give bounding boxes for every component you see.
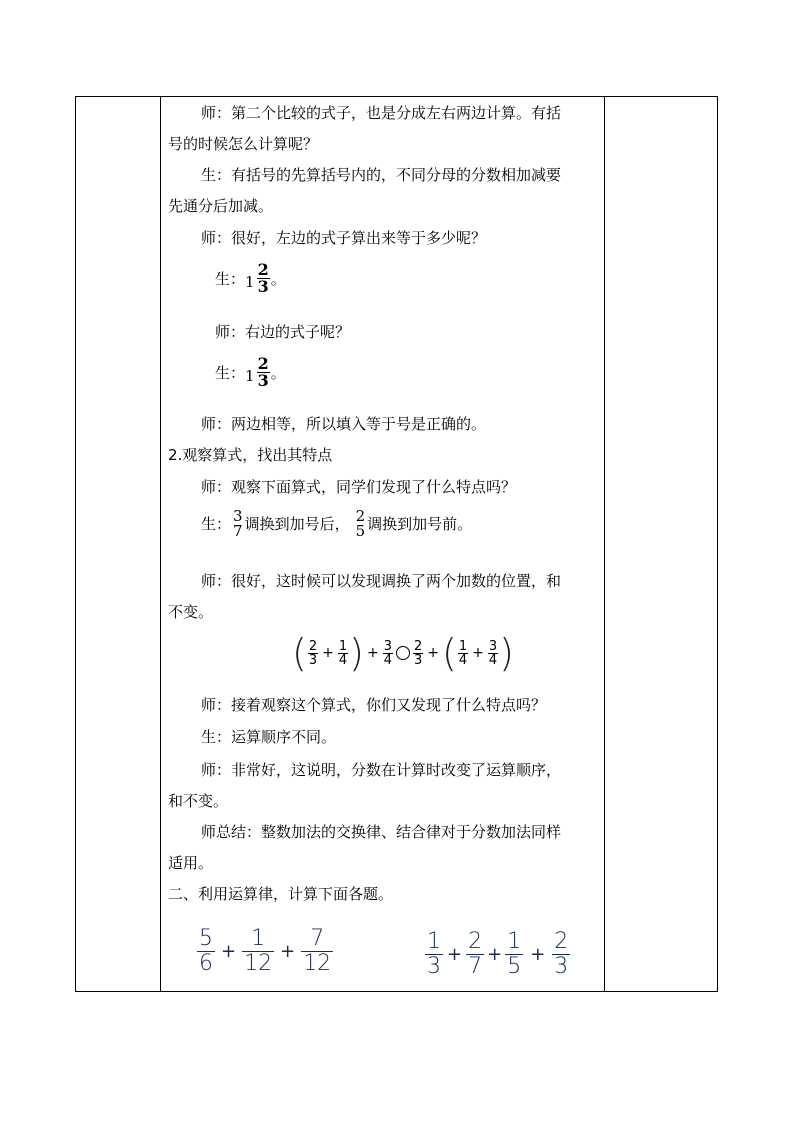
fraction-denominator: 3 — [308, 652, 318, 668]
fraction-numerator: 5 — [199, 926, 213, 951]
fraction — [232, 509, 244, 539]
fraction-numerator: 2 — [257, 260, 269, 279]
mixed-number — [245, 262, 271, 295]
period: 。 — [270, 270, 286, 288]
swap-observation — [201, 509, 472, 539]
fraction — [257, 262, 270, 295]
plus-sign: + — [280, 941, 296, 962]
fraction — [505, 930, 523, 979]
right-paren: ) — [349, 631, 364, 675]
fraction — [383, 640, 393, 667]
fraction-numerator: 7 — [310, 926, 325, 951]
paragraph-line: 师：右边的式子呢？ — [215, 323, 351, 341]
table-divider-1 — [160, 96, 161, 992]
fraction-numerator: 2 — [554, 929, 569, 954]
fraction-numerator: 2 — [308, 638, 318, 654]
fraction-numerator: 1 — [338, 638, 348, 654]
plus-sign: + — [487, 944, 503, 965]
table-border-top — [75, 96, 718, 97]
speaker-label: 生： — [215, 270, 246, 288]
answer-left — [215, 262, 286, 295]
left-paren: ( — [441, 631, 457, 675]
fraction-denominator: 4 — [458, 652, 468, 668]
fraction-denominator: 7 — [233, 522, 243, 540]
swap-text-1: 调换到加号后， — [244, 515, 350, 533]
plus-sign: + — [530, 944, 546, 965]
plus-sign: + — [447, 944, 463, 965]
exercise-2 — [424, 930, 571, 979]
fraction-denominator: 5 — [355, 522, 366, 540]
plus-sign: + — [366, 645, 379, 661]
fraction-numerator: 1 — [251, 926, 266, 951]
fraction-denominator: 5 — [507, 954, 522, 979]
fraction-numerator: 2 — [257, 354, 269, 373]
fraction — [308, 640, 318, 667]
fraction-denominator: 3 — [554, 954, 569, 979]
fraction-denominator: 3 — [257, 277, 269, 296]
exercise-1 — [196, 927, 334, 976]
fraction-numerator: 3 — [488, 638, 498, 654]
fraction — [552, 930, 570, 979]
fraction-numerator: 2 — [468, 929, 483, 954]
fraction — [488, 640, 498, 667]
fraction-numerator: 1 — [458, 638, 468, 654]
fraction-denominator: 6 — [199, 951, 213, 976]
fraction — [197, 927, 215, 976]
mixed-whole: 1 — [245, 272, 255, 291]
speaker-label: 生： — [201, 515, 232, 533]
fraction-denominator: 12 — [244, 951, 273, 976]
paragraph-line: 适用。 — [168, 854, 214, 872]
paragraph-line: 先通分后加减。 — [168, 197, 274, 215]
fraction — [257, 356, 270, 389]
plus-sign: + — [322, 645, 334, 661]
fraction-denominator: 3 — [257, 371, 269, 390]
swap-text-2: 调换到加号前。 — [367, 515, 473, 533]
paragraph-line: 师：很好，左边的式子算出来等于多少呢？ — [201, 229, 487, 247]
fraction — [301, 927, 333, 976]
table-border-left — [75, 96, 76, 992]
fraction — [466, 930, 484, 979]
fraction-denominator: 4 — [338, 652, 348, 668]
fraction — [458, 640, 468, 667]
plus-sign: + — [427, 645, 439, 661]
table-border-bottom — [75, 991, 718, 992]
fraction-numerator: 1 — [427, 929, 441, 954]
paragraph-line: 师：接着观察这个算式，你们又发现了什么特点吗？ — [201, 696, 547, 714]
table-border-right — [717, 96, 718, 992]
period: 。 — [270, 364, 286, 382]
paragraph-line: 师：两边相等，所以填入等于号是正确的。 — [201, 415, 487, 433]
fraction-denominator: 4 — [488, 652, 498, 668]
comparison-circle[interactable] — [396, 646, 410, 660]
paragraph-line: 师：非常好，这说明，分数在计算时改变了运算顺序， — [201, 761, 562, 779]
paragraph-line: 师：很好，这时候可以发现调换了两个加数的位置，和 — [201, 572, 562, 590]
table-divider-2 — [604, 96, 605, 992]
plus-sign: + — [472, 645, 484, 661]
fraction-numerator: 2 — [413, 638, 423, 654]
fraction — [242, 927, 274, 976]
paragraph-line: 师总结：整数加法的交换律、结合律对于分数加法同样 — [201, 823, 562, 841]
left-paren: ( — [292, 631, 307, 675]
right-paren: ) — [499, 631, 514, 675]
fraction-numerator: 2 — [355, 507, 366, 525]
fraction-denominator: 7 — [468, 954, 483, 979]
fraction — [413, 640, 423, 667]
paragraph-line: 生：运算顺序不同。 — [201, 728, 337, 746]
comparison-expression — [292, 631, 514, 675]
paragraph-line: 不变。 — [168, 603, 214, 621]
fraction-numerator: 1 — [507, 929, 522, 954]
paragraph-line: 师：第二个比较的式子，也是分成左右两边计算。有括 — [201, 104, 562, 122]
fraction-denominator: 3 — [427, 954, 441, 979]
paragraph-line: 生：有括号的先算括号内的，不同分母的分数相加减要 — [201, 166, 562, 184]
paragraph-line: 师：观察下面算式，同学们发现了什么特点吗？ — [201, 478, 517, 496]
section-heading: 二、利用运算律，计算下面各题。 — [168, 885, 394, 903]
fraction — [338, 640, 348, 667]
fraction-numerator: 3 — [383, 638, 392, 654]
section-heading: 2.观察算式，找出其特点 — [168, 446, 333, 464]
paragraph-line: 号的时候怎么计算呢？ — [168, 135, 319, 153]
plus-sign: + — [221, 941, 237, 962]
answer-right — [215, 356, 286, 389]
fraction-denominator: 12 — [303, 951, 332, 976]
fraction-numerator: 3 — [233, 507, 243, 525]
mixed-whole: 1 — [245, 366, 255, 385]
fraction-denominator: 3 — [413, 652, 423, 668]
speaker-label: 生： — [215, 364, 246, 382]
paragraph-line: 和不变。 — [168, 792, 229, 810]
fraction — [355, 509, 367, 539]
mixed-number — [245, 356, 271, 389]
fraction-denominator: 4 — [383, 652, 392, 668]
fraction — [425, 930, 443, 979]
